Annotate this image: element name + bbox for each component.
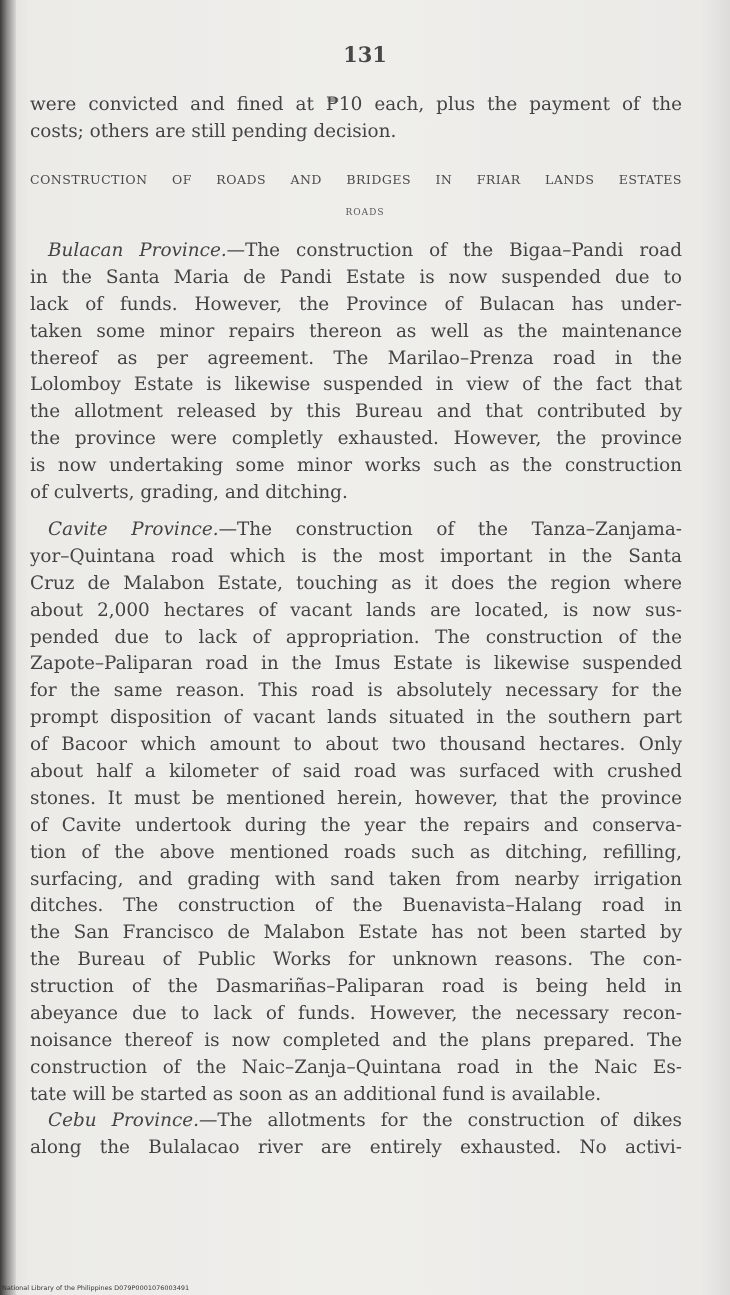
text-run: —The construction of the Bigaa–Pandi road	[226, 240, 682, 261]
text-run: —The construction of the Tanza–Zanjama-	[218, 519, 682, 540]
paragraph-first-line	[30, 517, 682, 544]
text-line: of Cavite undertook during the year the repairs and conserva-	[30, 814, 682, 836]
text-line: construction of the Naic–Zanja–Quintana road in the Naic Es-	[30, 1056, 682, 1078]
paragraph-cavite	[30, 517, 682, 1109]
text-line: noisance thereof is now completed and the plans prepared. The	[30, 1029, 682, 1051]
text-line: stones. It must be mentioned herein, however, that the province	[30, 787, 682, 809]
section-heading: CONSTRUCTION OF ROADS AND BRIDGES IN FRIAR LANDS ESTATES	[30, 172, 682, 187]
text-line: abeyance due to lack of funds. However, the necessary recon-	[30, 1003, 682, 1025]
text-line: costs; others are still pending decision.	[30, 120, 397, 142]
text-line: prompt disposition of vacant lands situated in the southern part	[30, 707, 682, 729]
text-line: the allotment released by this Bureau and that contributed by	[30, 401, 682, 423]
text-line: about 2,000 hectares of vacant lands are located, is now sus-	[30, 599, 682, 621]
paragraph-first-line	[30, 1108, 682, 1135]
text-line: of Bacoor which amount to about two thousand hectares. Only	[30, 734, 682, 756]
text-line: tion of the above mentioned roads such as ditching, refilling,	[30, 841, 682, 863]
province-label: Cavite Province.	[48, 519, 219, 540]
text-line: Lolomboy Estate is likewise suspended in view of the fact that	[30, 374, 682, 396]
text-line: thereof as per agreement. The Marilao–Prenza road in the	[30, 347, 682, 369]
subsection-heading: ROADS	[345, 208, 385, 218]
text-line: in the Santa Maria de Pandi Estate is now suspended due to	[30, 266, 682, 288]
text-line: along the Bulalacao river are entirely exhausted. No activi-	[30, 1136, 682, 1158]
text-line: tate will be started as soon as an additional fund is available.	[30, 1083, 602, 1105]
text-line: about half a kilometer of said road was surfaced with crushed	[30, 761, 682, 783]
paragraph-bulacan	[30, 238, 682, 507]
paragraph-top	[30, 92, 682, 146]
scan-footer-label: National Library of the Philippines D079P0001076003491	[2, 1284, 190, 1292]
text-line: ditches. The construction of the Buenavista–Halang road in	[30, 895, 682, 917]
paragraph-cebu	[30, 1108, 682, 1162]
text-run: —The allotments for the construction of dikes	[199, 1110, 682, 1131]
text-line: is now undertaking some minor works such as the construction	[30, 455, 682, 477]
text-line: the Bureau of Public Works for unknown reasons. The con-	[30, 949, 682, 971]
text-line: the San Francisco de Malabon Estate has not been started by	[30, 922, 682, 944]
text-line: struction of the Dasmariñas–Paliparan road is being held in	[30, 976, 682, 998]
text-line: Cruz de Malabon Estate, touching as it does the region where	[30, 572, 682, 594]
page-number: 131	[343, 42, 387, 67]
text-line: Zapote–Paliparan road in the Imus Estate is likewise suspended	[30, 653, 682, 675]
text-line: taken some minor repairs thereon as well as the maintenance	[30, 320, 682, 342]
province-label: Cebu Province.	[48, 1110, 200, 1131]
text-line: surfacing, and grading with sand taken from nearby irrigation	[30, 868, 682, 890]
province-label: Bulacan Province.	[48, 240, 227, 261]
text-line: pended due to lack of appropriation. The construction of the	[30, 626, 682, 648]
text-line: the province were completly exhausted. However, the province	[30, 428, 682, 450]
paragraph-first-line	[30, 238, 682, 265]
binding-shadow	[0, 0, 16, 1295]
text-line: lack of funds. However, the Province of Bulacan has under-	[30, 293, 682, 315]
text-line: of culverts, grading, and ditching.	[30, 482, 348, 504]
text-line: were convicted and fined at ₱10 each, plus the payment of the	[30, 94, 682, 115]
text-line: for the same reason. This road is absolutely necessary for the	[30, 680, 682, 702]
text-line: yor–Quintana road which is the most important in the Santa	[30, 545, 682, 567]
